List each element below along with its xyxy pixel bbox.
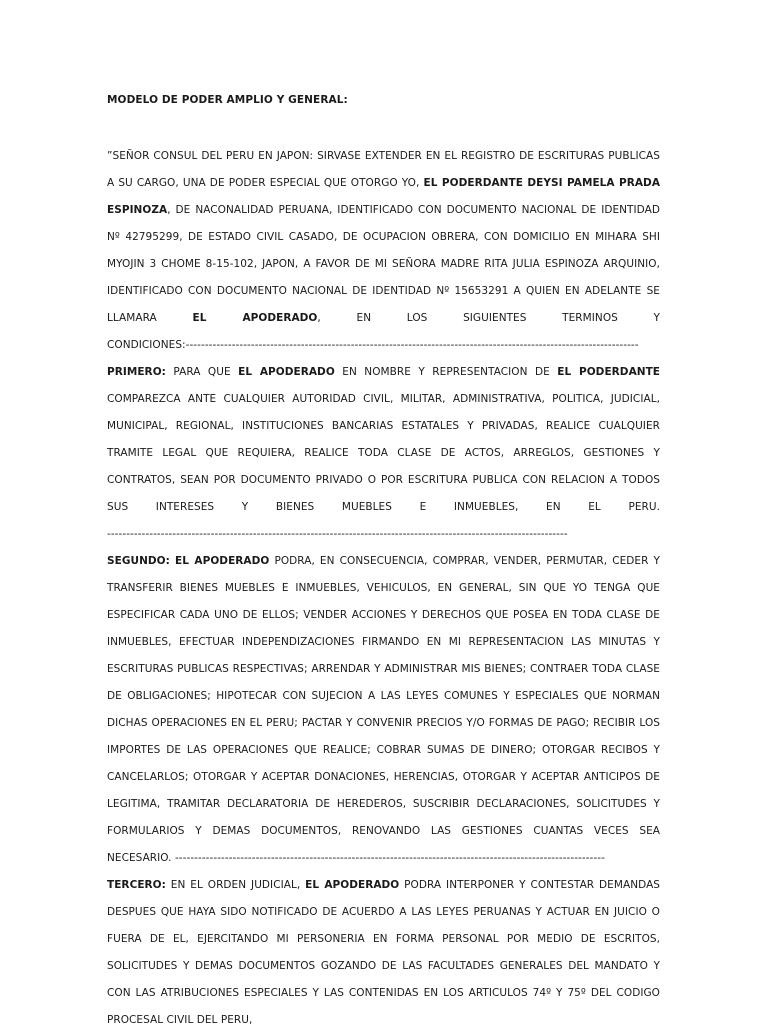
clause-primero (107, 359, 660, 548)
document-page (107, 92, 660, 1034)
primero-dash-fill: ------------------------------------------------------------------------------------------------------------------------ (107, 528, 568, 540)
primero-bold-apoderado: EL APODERADO (238, 366, 335, 378)
segundo-dash-fill: ---------------------------------------------------------------------------------------------------------------- (174, 852, 605, 864)
intro-text-3: , EN LOS SIGUIENTES TERMINOS Y CONDICIONES: (107, 312, 661, 351)
tercero-text-2: PODRA INTERPONER Y CONTESTAR DEMANDAS DESPUES QUE HAYA SIDO NOTIFICADO DE ACUERDO A LAS LEYES PERUANAS Y ACTUAR EN JUICIO O FUERA DE EL, EJERCITANDO MI PERSONERIA EN FORMA PERSONAL POR MEDIO DE ESCRITOS, SOLICITUDES Y DEMAS DOCUMENTOS GOZANDO DE LAS FACULTADES GENERALES DEL MANDATO Y CON LAS ATRIBUCIONES ESPECIALES Y LAS CONTENIDAS EN LOS ARTICULOS 74º Y 75º DEL CODIGO PROCESAL CIVIL DEL PERU, (107, 879, 661, 1026)
primero-heading: PRIMERO: (107, 366, 166, 378)
clause-tercero (107, 872, 660, 1034)
segundo-heading: SEGUNDO: (107, 555, 170, 567)
primero-text-1: PARA QUE (165, 366, 239, 378)
intro-bold-apoderado: EL APODERADO (192, 312, 318, 324)
intro-text-2: , DE NACONALIDAD PERUANA, IDENTIFICADO CON DOCUMENTO NACIONAL DE IDENTIDAD Nº 42795299, DE ESTADO CIVIL CASADO, DE OCUPACION OBRERA, CON DOMICILIO EN MIHARA SHI MYOJIN 3 CHOME 8-15-102, JAPON, A FAVOR DE MI SEÑORA MADRE RITA JULIA ESPINOZA ARQUINIO, IDENTIFICADO CON DOCUMENTO NACIONAL DE IDENTIDAD Nº 15653291 A QUIEN EN ADELANTE SE LLAMARA (107, 204, 660, 324)
intro-paragraph (107, 143, 660, 359)
intro-bold-poderdante: EL PODERDANTE DEYSI PAMELA PRADA ESPINOZA (107, 177, 661, 216)
tercero-heading: TERCERO: (107, 879, 166, 891)
primero-bold-poderdante: EL PODERDANTE (557, 366, 661, 378)
document-title: MODELO DE PODER AMPLIO Y GENERAL: (107, 94, 348, 106)
tercero-text-1: EN EL ORDEN JUDICIAL, (165, 879, 306, 891)
primero-text-2: EN NOMBRE Y REPRESENTACION DE (334, 366, 558, 378)
document-body (107, 143, 660, 1034)
tercero-bold-apoderado: EL APODERADO (305, 879, 400, 891)
segundo-bold-apoderado: EL APODERADO (175, 555, 270, 567)
primero-text-3: COMPAREZCA ANTE CUALQUIER AUTORIDAD CIVIL, MILITAR, ADMINISTRATIVA, POLITICA, JUDICIAL, MUNICIPAL, REGIONAL, INSTITUCIONES BANCARIAS ESTATALES Y PRIVADAS, REALICE CUALQUIER TRAMITE LEGAL QUE REQUIERA, REALICE TODA CLASE DE ACTOS, ARREGLOS, GESTIONES Y CONTRATOS, SEAN POR DOCUMENTO PRIVADO O POR ESCRITURA PUBLICA CON RELACION A TODOS SUS INTERESES Y BIENES MUEBLES E INMUEBLES, EN EL PERU. (107, 393, 660, 513)
intro-text-1: ”SEÑOR CONSUL DEL PERU EN JAPON: SIRVASE EXTENDER EN EL REGISTRO DE ESCRITURAS PUBLICAS A SU CARGO, UNA DE PODER ESPECIAL QUE OTORGO YO, (107, 150, 660, 189)
intro-dash-fill: ---------------------------------------------------------------------------------------------------------------------- (185, 339, 639, 351)
clause-segundo (107, 548, 660, 872)
segundo-text-2: PODRA, EN CONSECUENCIA, COMPRAR, VENDER, PERMUTAR, CEDER Y TRANSFERIR BIENES MUEBLES E INMUEBLES, VEHICULOS, EN GENERAL, SIN QUE YO TENGA QUE ESPECIFICAR CADA UNO DE ELLOS; VENDER ACCIONES Y DERECHOS QUE POSEA EN TODA CLASE DE INMUEBLES, EFECTUAR INDEPENDIZACIONES FIRMANDO EN MI REPRESENTACION LAS MINUTAS Y ESCRITURAS PUBLICAS RESPECTIVAS; ARRENDAR Y ADMINISTRAR MIS BIENES; CONTRAER TODA CLASE DE OBLIGACIONES; HIPOTECAR CON SUJECION A LAS LEYES COMUNES Y ESPECIALES QUE NORMAN DICHAS OPERACIONES EN EL PERU; PACTAR Y CONVENIR PRECIOS Y/O FORMAS DE PAGO; RECIBIR LOS IMPORTES DE LAS OPERACIONES QUE REALICE; COBRAR SUMAS DE DINERO; OTORGAR RECIBOS Y CANCELARLOS; OTORGAR Y ACEPTAR DONACIONES, HERENCIAS, OTORGAR Y ACEPTAR ANTICIPOS DE LEGITIMA, TRAMITAR DECLARATORIA DE HEREDEROS, SUSCRIBIR DECLARACIONES, SOLICITUDES Y FORMULARIOS Y DEMAS DOCUMENTOS, RENOVANDO LAS GESTIONES CUANTAS VECES SEA NECESARIO. (107, 555, 661, 864)
